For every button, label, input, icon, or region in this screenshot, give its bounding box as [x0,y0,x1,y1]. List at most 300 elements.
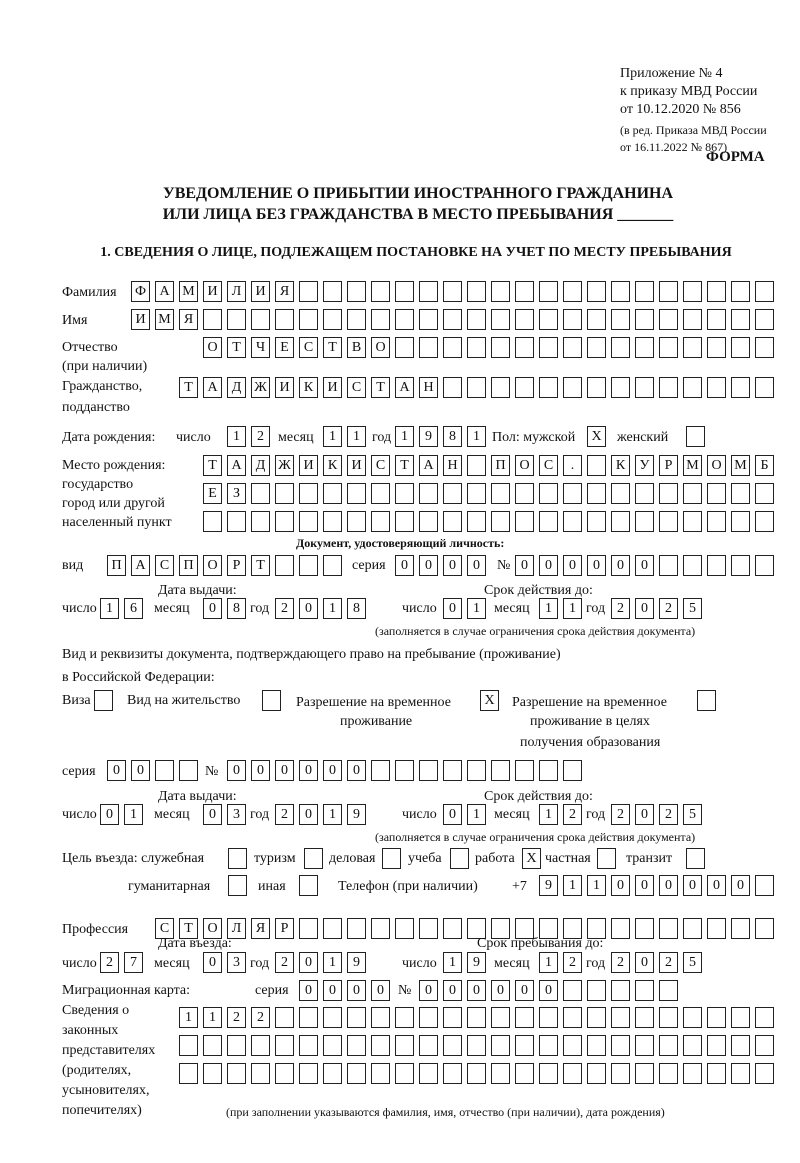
phone-cell[interactable]: 1 [587,875,606,896]
reps-1-cell[interactable] [467,1007,486,1028]
id-series-cell[interactable]: 0 [443,555,462,576]
reps-3-cell[interactable] [515,1063,534,1084]
birth-place-1-cell[interactable]: О [515,455,534,476]
id-issue-year-cell[interactable]: 8 [347,598,366,619]
name-cell[interactable] [347,309,366,330]
surname-cell[interactable] [347,281,366,302]
birth-place-1-cell[interactable]: И [299,455,318,476]
name-cell[interactable] [683,309,702,330]
profession-cell[interactable] [683,918,702,939]
patronymic-cell[interactable] [443,337,462,358]
birth-place-3-cell[interactable] [515,511,534,532]
rd-valid-month-cell[interactable]: 1 [539,804,558,825]
reps-1-cell[interactable]: 1 [203,1007,222,1028]
surname-cell[interactable] [563,281,582,302]
profession-cell[interactable]: Т [179,918,198,939]
birth-place-3-cell[interactable] [347,511,366,532]
surname-cell[interactable] [683,281,702,302]
rd-valid-year-cell[interactable]: 5 [683,804,702,825]
citizenship-cell[interactable] [755,377,774,398]
name-cell[interactable] [611,309,630,330]
residence-permit-cell[interactable] [262,690,281,711]
reps-1-cell[interactable] [683,1007,702,1028]
patronymic-cell[interactable] [683,337,702,358]
mc-series-cell[interactable]: 0 [347,980,366,1001]
citizenship-cell[interactable] [611,377,630,398]
stay-month-cell[interactable]: 2 [563,952,582,973]
stay-year-cell[interactable]: 2 [611,952,630,973]
rd-series-cell[interactable]: 0 [131,760,150,781]
citizenship-cell[interactable] [515,377,534,398]
rd-number-cell[interactable] [395,760,414,781]
id-issue-year-cell[interactable]: 2 [275,598,294,619]
reps-3-cell[interactable] [251,1063,270,1084]
patronymic-cell[interactable]: О [371,337,390,358]
reps-3-cell[interactable] [275,1063,294,1084]
phone-cell[interactable]: 0 [731,875,750,896]
patronymic-cell[interactable]: В [347,337,366,358]
reps-3-cell[interactable] [491,1063,510,1084]
birth-place-1-cell[interactable]: П [491,455,510,476]
id-number-cell[interactable]: 0 [515,555,534,576]
rd-number-cell[interactable] [443,760,462,781]
reps-2-cell[interactable] [203,1035,222,1056]
citizenship-cell[interactable]: И [323,377,342,398]
surname-cell[interactable] [755,281,774,302]
patronymic-cell[interactable] [611,337,630,358]
id-number-cell[interactable] [659,555,678,576]
birth-place-2-cell[interactable] [371,483,390,504]
birth-place-2-cell[interactable] [347,483,366,504]
citizenship-cell[interactable] [635,377,654,398]
profession-cell[interactable] [323,918,342,939]
profession-cell[interactable] [755,918,774,939]
mc-number-cell[interactable]: 0 [419,980,438,1001]
name-cell[interactable] [419,309,438,330]
reps-2-cell[interactable] [467,1035,486,1056]
rd-valid-day-cell[interactable]: 0 [443,804,462,825]
entry-month-cell[interactable]: 3 [227,952,246,973]
birth-place-1-cell[interactable]: А [419,455,438,476]
rd-valid-year-cell[interactable]: 2 [659,804,678,825]
id-series-cell[interactable]: 0 [467,555,486,576]
name-cell[interactable] [299,309,318,330]
patronymic-cell[interactable] [707,337,726,358]
surname-cell[interactable] [611,281,630,302]
birth-place-1-cell[interactable]: Ж [275,455,294,476]
id-valid-year-cell[interactable]: 2 [611,598,630,619]
mc-series-cell[interactable]: 0 [323,980,342,1001]
mc-number-cell[interactable]: 0 [467,980,486,1001]
birth-place-3-cell[interactable] [227,511,246,532]
mc-number-cell[interactable] [635,980,654,1001]
phone-cell[interactable]: 0 [683,875,702,896]
surname-cell[interactable]: М [179,281,198,302]
reps-2-cell[interactable] [515,1035,534,1056]
rd-series-cell[interactable] [179,760,198,781]
entry-year-cell[interactable]: 0 [299,952,318,973]
name-cell[interactable] [467,309,486,330]
id-issue-day-cell[interactable]: 1 [100,598,119,619]
surname-cell[interactable] [659,281,678,302]
citizenship-cell[interactable] [491,377,510,398]
name-cell[interactable] [371,309,390,330]
surname-cell[interactable]: И [203,281,222,302]
citizenship-cell[interactable]: А [395,377,414,398]
rd-number-cell[interactable]: 0 [323,760,342,781]
reps-2-cell[interactable] [179,1035,198,1056]
surname-cell[interactable] [419,281,438,302]
temp-edu-cell[interactable] [697,690,716,711]
rd-valid-month-cell[interactable]: 2 [563,804,582,825]
rd-number-cell[interactable]: 0 [299,760,318,781]
reps-1-cell[interactable] [371,1007,390,1028]
surname-cell[interactable]: И [251,281,270,302]
mc-number-cell[interactable]: 0 [515,980,534,1001]
name-cell[interactable] [227,309,246,330]
surname-cell[interactable] [467,281,486,302]
rd-number-cell[interactable] [563,760,582,781]
birth-place-3-cell[interactable] [323,511,342,532]
patronymic-cell[interactable] [563,337,582,358]
birth-place-2-cell[interactable]: З [227,483,246,504]
birth-place-2-cell[interactable] [419,483,438,504]
entry-month-cell[interactable]: 0 [203,952,222,973]
phone-cell[interactable]: 0 [659,875,678,896]
profession-cell[interactable] [347,918,366,939]
rd-issue-year-cell[interactable]: 0 [299,804,318,825]
rd-valid-day-cell[interactable]: 1 [467,804,486,825]
reps-2-cell[interactable] [635,1035,654,1056]
birth-place-2-cell[interactable] [683,483,702,504]
birth-place-1-cell[interactable]: У [635,455,654,476]
patronymic-cell[interactable] [515,337,534,358]
patronymic-cell[interactable]: С [299,337,318,358]
rd-number-cell[interactable]: 0 [227,760,246,781]
citizenship-cell[interactable] [563,377,582,398]
name-cell[interactable] [707,309,726,330]
birth-place-3-cell[interactable] [539,511,558,532]
id-number-cell[interactable] [731,555,750,576]
rd-issue-day-cell[interactable]: 1 [124,804,143,825]
reps-2-cell[interactable] [443,1035,462,1056]
reps-1-cell[interactable] [755,1007,774,1028]
name-cell[interactable]: Я [179,309,198,330]
profession-cell[interactable]: С [155,918,174,939]
rd-valid-year-cell[interactable]: 0 [635,804,654,825]
id-issue-year-cell[interactable]: 1 [323,598,342,619]
id-kind-cell[interactable] [275,555,294,576]
birth-place-3-cell[interactable] [755,511,774,532]
reps-2-cell[interactable] [275,1035,294,1056]
name-cell[interactable]: М [155,309,174,330]
profession-cell[interactable]: О [203,918,222,939]
reps-3-cell[interactable] [731,1063,750,1084]
reps-1-cell[interactable] [275,1007,294,1028]
id-issue-year-cell[interactable]: 0 [299,598,318,619]
birth-place-1-cell[interactable]: Д [251,455,270,476]
purpose-other-cell[interactable] [299,875,318,896]
reps-1-cell[interactable] [635,1007,654,1028]
birth-place-2-cell[interactable] [395,483,414,504]
id-issue-month-cell[interactable]: 8 [227,598,246,619]
surname-cell[interactable] [323,281,342,302]
birth-place-3-cell[interactable] [611,511,630,532]
birth-day-cell[interactable]: 1 [227,426,246,447]
id-kind-cell[interactable] [299,555,318,576]
name-cell[interactable] [491,309,510,330]
birth-place-2-cell[interactable]: Е [203,483,222,504]
name-cell[interactable] [539,309,558,330]
name-cell[interactable] [443,309,462,330]
reps-1-cell[interactable] [419,1007,438,1028]
profession-cell[interactable] [635,918,654,939]
reps-3-cell[interactable] [179,1063,198,1084]
reps-3-cell[interactable] [395,1063,414,1084]
birth-place-1-cell[interactable]: И [347,455,366,476]
birth-place-3-cell[interactable] [275,511,294,532]
sex-male-cell[interactable]: X [587,426,606,447]
id-valid-year-cell[interactable]: 5 [683,598,702,619]
birth-place-2-cell[interactable] [275,483,294,504]
patronymic-cell[interactable] [395,337,414,358]
birth-place-2-cell[interactable] [659,483,678,504]
reps-3-cell[interactable] [323,1063,342,1084]
id-number-cell[interactable]: 0 [635,555,654,576]
birth-place-3-cell[interactable] [635,511,654,532]
entry-year-cell[interactable]: 2 [275,952,294,973]
reps-3-cell[interactable] [611,1063,630,1084]
surname-cell[interactable] [491,281,510,302]
birth-place-2-cell[interactable] [707,483,726,504]
rd-valid-year-cell[interactable]: 2 [611,804,630,825]
birth-place-1-cell[interactable]: К [323,455,342,476]
phone-cell[interactable]: 9 [539,875,558,896]
reps-3-cell[interactable] [467,1063,486,1084]
citizenship-cell[interactable]: Т [371,377,390,398]
reps-2-cell[interactable] [251,1035,270,1056]
citizenship-cell[interactable]: Т [179,377,198,398]
birth-place-1-cell[interactable]: С [371,455,390,476]
rd-number-cell[interactable]: 0 [275,760,294,781]
phone-cell[interactable] [755,875,774,896]
reps-2-cell[interactable] [659,1035,678,1056]
citizenship-cell[interactable] [659,377,678,398]
rd-issue-year-cell[interactable]: 1 [323,804,342,825]
id-kind-cell[interactable]: С [155,555,174,576]
birth-month-cell[interactable]: 1 [323,426,342,447]
birth-place-1-cell[interactable]: . [563,455,582,476]
birth-place-1-cell[interactable]: О [707,455,726,476]
purpose-transit-cell[interactable] [686,848,705,869]
id-series-cell[interactable]: 0 [419,555,438,576]
id-kind-cell[interactable]: Т [251,555,270,576]
name-cell[interactable] [515,309,534,330]
profession-cell[interactable]: Я [251,918,270,939]
birth-year-cell[interactable]: 1 [467,426,486,447]
mc-number-cell[interactable]: 0 [491,980,510,1001]
patronymic-cell[interactable] [659,337,678,358]
reps-1-cell[interactable] [515,1007,534,1028]
birth-place-3-cell[interactable] [443,511,462,532]
patronymic-cell[interactable]: Ч [251,337,270,358]
reps-2-cell[interactable] [683,1035,702,1056]
citizenship-cell[interactable] [683,377,702,398]
reps-2-cell[interactable] [563,1035,582,1056]
citizenship-cell[interactable] [707,377,726,398]
reps-1-cell[interactable] [587,1007,606,1028]
reps-2-cell[interactable] [731,1035,750,1056]
birth-place-3-cell[interactable] [203,511,222,532]
visa-cell[interactable] [94,690,113,711]
birth-place-2-cell[interactable] [539,483,558,504]
name-cell[interactable] [275,309,294,330]
entry-year-cell[interactable]: 9 [347,952,366,973]
reps-1-cell[interactable] [611,1007,630,1028]
reps-2-cell[interactable] [395,1035,414,1056]
birth-place-1-cell[interactable]: Н [443,455,462,476]
surname-cell[interactable]: А [155,281,174,302]
profession-cell[interactable] [371,918,390,939]
name-cell[interactable] [323,309,342,330]
reps-1-cell[interactable] [443,1007,462,1028]
patronymic-cell[interactable] [491,337,510,358]
profession-cell[interactable] [443,918,462,939]
patronymic-cell[interactable] [467,337,486,358]
reps-1-cell[interactable] [539,1007,558,1028]
surname-cell[interactable] [395,281,414,302]
surname-cell[interactable] [539,281,558,302]
patronymic-cell[interactable] [539,337,558,358]
name-cell[interactable] [755,309,774,330]
citizenship-cell[interactable]: И [275,377,294,398]
purpose-humanitarian-cell[interactable] [228,875,247,896]
citizenship-cell[interactable] [539,377,558,398]
id-number-cell[interactable]: 0 [587,555,606,576]
reps-2-cell[interactable] [347,1035,366,1056]
rd-number-cell[interactable] [515,760,534,781]
surname-cell[interactable] [731,281,750,302]
birth-place-2-cell[interactable] [731,483,750,504]
birth-place-3-cell[interactable] [371,511,390,532]
reps-2-cell[interactable] [587,1035,606,1056]
citizenship-cell[interactable]: Н [419,377,438,398]
birth-place-2-cell[interactable] [587,483,606,504]
reps-3-cell[interactable] [539,1063,558,1084]
birth-place-3-cell[interactable] [563,511,582,532]
purpose-service-cell[interactable] [228,848,247,869]
id-kind-cell[interactable]: Р [227,555,246,576]
birth-place-2-cell[interactable] [299,483,318,504]
id-kind-cell[interactable]: П [179,555,198,576]
name-cell[interactable] [203,309,222,330]
citizenship-cell[interactable]: А [203,377,222,398]
temp-permit-cell[interactable]: X [480,690,499,711]
id-valid-year-cell[interactable]: 2 [659,598,678,619]
reps-3-cell[interactable] [203,1063,222,1084]
patronymic-cell[interactable] [587,337,606,358]
reps-3-cell[interactable] [659,1063,678,1084]
mc-number-cell[interactable] [611,980,630,1001]
purpose-private-cell[interactable] [597,848,616,869]
reps-2-cell[interactable] [371,1035,390,1056]
name-cell[interactable] [659,309,678,330]
birth-place-1-cell[interactable]: Б [755,455,774,476]
rd-number-cell[interactable]: 0 [251,760,270,781]
rd-number-cell[interactable] [419,760,438,781]
birth-year-cell[interactable]: 9 [419,426,438,447]
birth-place-1-cell[interactable] [587,455,606,476]
id-kind-cell[interactable]: О [203,555,222,576]
mc-number-cell[interactable]: 0 [443,980,462,1001]
id-number-cell[interactable] [683,555,702,576]
purpose-work-cell[interactable]: X [522,848,541,869]
mc-number-cell[interactable] [587,980,606,1001]
citizenship-cell[interactable] [587,377,606,398]
mc-number-cell[interactable] [659,980,678,1001]
birth-place-2-cell[interactable] [323,483,342,504]
profession-cell[interactable] [419,918,438,939]
purpose-business-cell[interactable] [382,848,401,869]
mc-series-cell[interactable]: 0 [299,980,318,1001]
stay-year-cell[interactable]: 2 [659,952,678,973]
birth-year-cell[interactable]: 1 [395,426,414,447]
id-valid-month-cell[interactable]: 1 [563,598,582,619]
id-issue-month-cell[interactable]: 0 [203,598,222,619]
surname-cell[interactable] [707,281,726,302]
birth-place-2-cell[interactable] [755,483,774,504]
reps-3-cell[interactable] [371,1063,390,1084]
name-cell[interactable] [587,309,606,330]
birth-place-3-cell[interactable] [731,511,750,532]
profession-cell[interactable] [731,918,750,939]
name-cell[interactable] [251,309,270,330]
citizenship-cell[interactable]: С [347,377,366,398]
rd-number-cell[interactable] [371,760,390,781]
reps-3-cell[interactable] [707,1063,726,1084]
birth-place-3-cell[interactable] [587,511,606,532]
surname-cell[interactable] [635,281,654,302]
patronymic-cell[interactable] [419,337,438,358]
id-number-cell[interactable]: 0 [539,555,558,576]
reps-3-cell[interactable] [683,1063,702,1084]
citizenship-cell[interactable] [443,377,462,398]
id-kind-cell[interactable]: П [107,555,126,576]
birth-place-1-cell[interactable]: М [731,455,750,476]
reps-3-cell[interactable] [587,1063,606,1084]
citizenship-cell[interactable] [467,377,486,398]
patronymic-cell[interactable]: Т [323,337,342,358]
rd-issue-month-cell[interactable]: 0 [203,804,222,825]
id-valid-month-cell[interactable]: 1 [539,598,558,619]
profession-cell[interactable] [299,918,318,939]
reps-3-cell[interactable] [635,1063,654,1084]
rd-issue-year-cell[interactable]: 9 [347,804,366,825]
id-valid-day-cell[interactable]: 1 [467,598,486,619]
birth-place-3-cell[interactable] [251,511,270,532]
sex-female-cell[interactable] [686,426,705,447]
reps-3-cell[interactable] [419,1063,438,1084]
birth-place-3-cell[interactable] [419,511,438,532]
surname-cell[interactable] [299,281,318,302]
entry-day-cell[interactable]: 2 [100,952,119,973]
stay-year-cell[interactable]: 5 [683,952,702,973]
reps-1-cell[interactable] [563,1007,582,1028]
birth-place-3-cell[interactable] [659,511,678,532]
mc-number-cell[interactable]: 0 [539,980,558,1001]
birth-place-2-cell[interactable] [491,483,510,504]
reps-1-cell[interactable] [707,1007,726,1028]
